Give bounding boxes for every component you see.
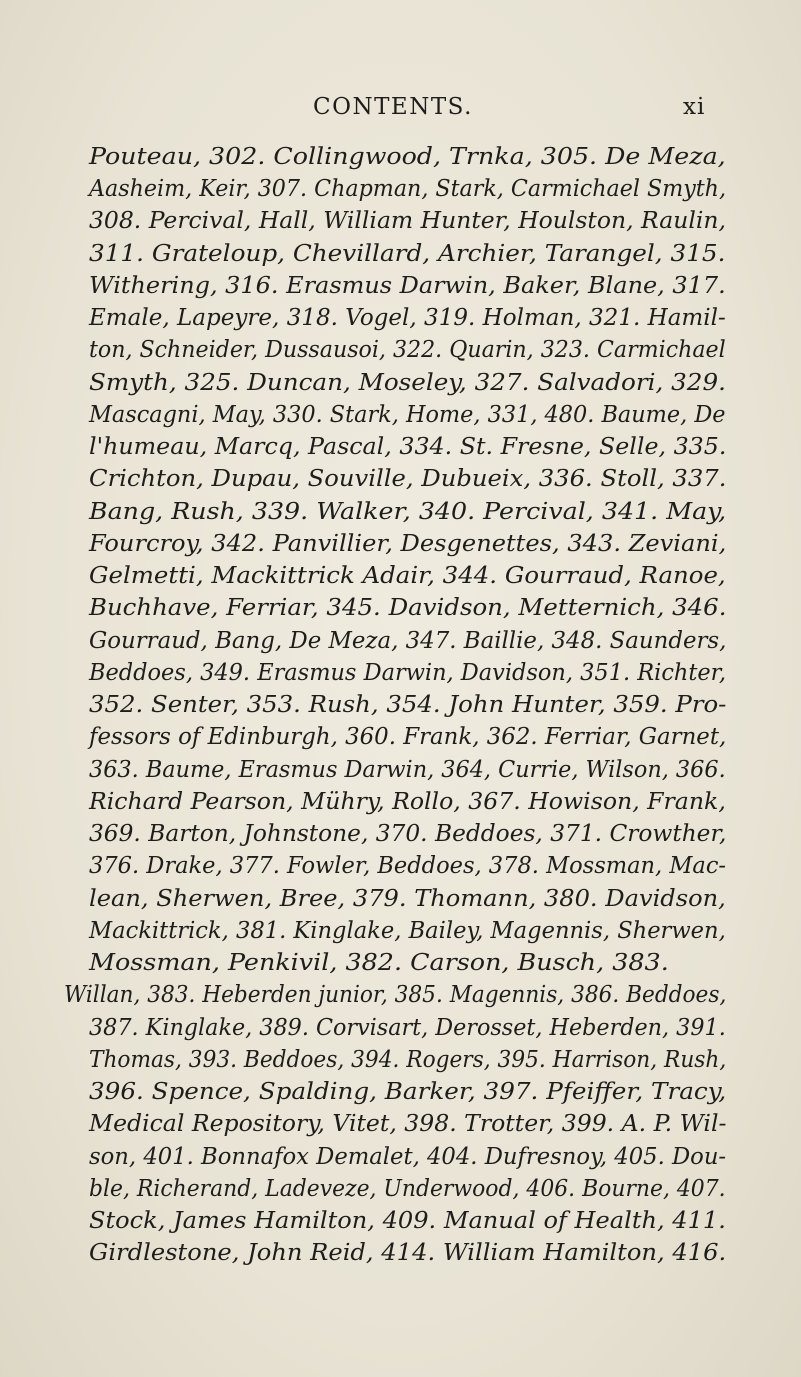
page-number: xi	[683, 94, 706, 120]
text-line: Richard Pearson, Mühry, Rollo, 367. Howison, Frank,	[89, 787, 726, 815]
text-line: Willan, 383. Heberden junior, 385. Magennis, 386. Beddoes,	[64, 980, 727, 1008]
running-title: CONTENTS.	[313, 94, 473, 120]
text-line: Emale, Lapeyre, 318. Vogel, 319. Holman, 321. Hamil-	[89, 303, 726, 331]
text-line: Smyth, 325. Duncan, Moseley, 327. Salvadori, 329.	[89, 368, 726, 396]
text-line: Mossman, Penkivil, 382. Carson, Busch, 383.	[89, 948, 669, 976]
text-line: Stock, James Hamilton, 409. Manual of Health, 411.	[89, 1206, 726, 1234]
text-line: ton, Schneider, Dussausoi, 322. Quarin, 323. Carmichael	[89, 335, 726, 363]
text-line: Pouteau, 302. Collingwood, Trnka, 305. De Meza,	[89, 142, 726, 170]
text-line: Buchhave, Ferriar, 345. Davidson, Metternich, 346.	[89, 593, 727, 621]
text-line: Withering, 316. Erasmus Darwin, Baker, Blane, 317.	[89, 271, 726, 299]
text-line: 311. Grateloup, Chevillard, Archier, Tarangel, 315.	[89, 239, 726, 267]
text-line: l'humeau, Marcq, Pascal, 334. St. Fresne, Selle, 335.	[89, 432, 727, 460]
text-line: son, 401. Bonnafox Demalet, 404. Dufresnoy, 405. Dou-	[89, 1142, 727, 1170]
text-line: Gourraud, Bang, De Meza, 347. Baillie, 348. Saunders,	[89, 626, 727, 654]
text-line: Gelmetti, Mackittrick Adair, 344. Gourraud, Ranoe,	[89, 561, 726, 589]
text-line: Mackittrick, 381. Kinglake, Bailey, Magennis, Sherwen,	[89, 916, 726, 944]
text-line: Crichton, Dupau, Souville, Dubueix, 336. Stoll, 337.	[89, 464, 727, 492]
text-line: ble, Richerand, Ladeveze, Underwood, 406. Bourne, 407.	[89, 1174, 726, 1202]
page-header	[0, 94, 801, 124]
text-line: Girdlestone, John Reid, 414. William Hamilton, 416.	[89, 1238, 727, 1266]
text-line: 369. Barton, Johnstone, 370. Beddoes, 371. Crowther,	[89, 819, 727, 847]
text-line: Bang, Rush, 339. Walker, 340. Percival, 341. May,	[89, 497, 727, 525]
text-line: 396. Spence, Spalding, Barker, 397. Pfeiffer, Tracy,	[89, 1077, 727, 1105]
text-line: Beddoes, 349. Erasmus Darwin, Davidson, 351. Richter,	[89, 658, 727, 686]
text-line: 352. Senter, 353. Rush, 354. John Hunter, 359. Pro-	[89, 690, 727, 718]
text-line: Thomas, 393. Beddoes, 394. Rogers, 395. Harrison, Rush,	[89, 1045, 727, 1073]
text-line: Mascagni, May, 330. Stark, Home, 331, 480. Baume, De	[89, 400, 726, 428]
text-line: Fourcroy, 342. Panvillier, Desgenettes, 343. Zeviani,	[89, 529, 727, 557]
text-line: Medical Repository, Vitet, 398. Trotter, 399. A. P. Wil-	[89, 1109, 727, 1137]
text-line: Aasheim, Keir, 307. Chapman, Stark, Carmichael Smyth,	[89, 174, 726, 202]
text-line: 376. Drake, 377. Fowler, Beddoes, 378. Mossman, Mac-	[89, 851, 727, 879]
text-line: 387. Kinglake, 389. Corvisart, Derosset, Heberden, 391.	[89, 1013, 726, 1041]
text-line: 308. Percival, Hall, William Hunter, Houlston, Raulin,	[89, 206, 726, 234]
text-line: lean, Sherwen, Bree, 379. Thomann, 380. Davidson,	[89, 884, 726, 912]
text-line: fessors of Edinburgh, 360. Frank, 362. Ferriar, Garnet,	[89, 722, 727, 750]
text-line: 363. Baume, Erasmus Darwin, 364, Currie, Wilson, 366.	[89, 755, 726, 783]
